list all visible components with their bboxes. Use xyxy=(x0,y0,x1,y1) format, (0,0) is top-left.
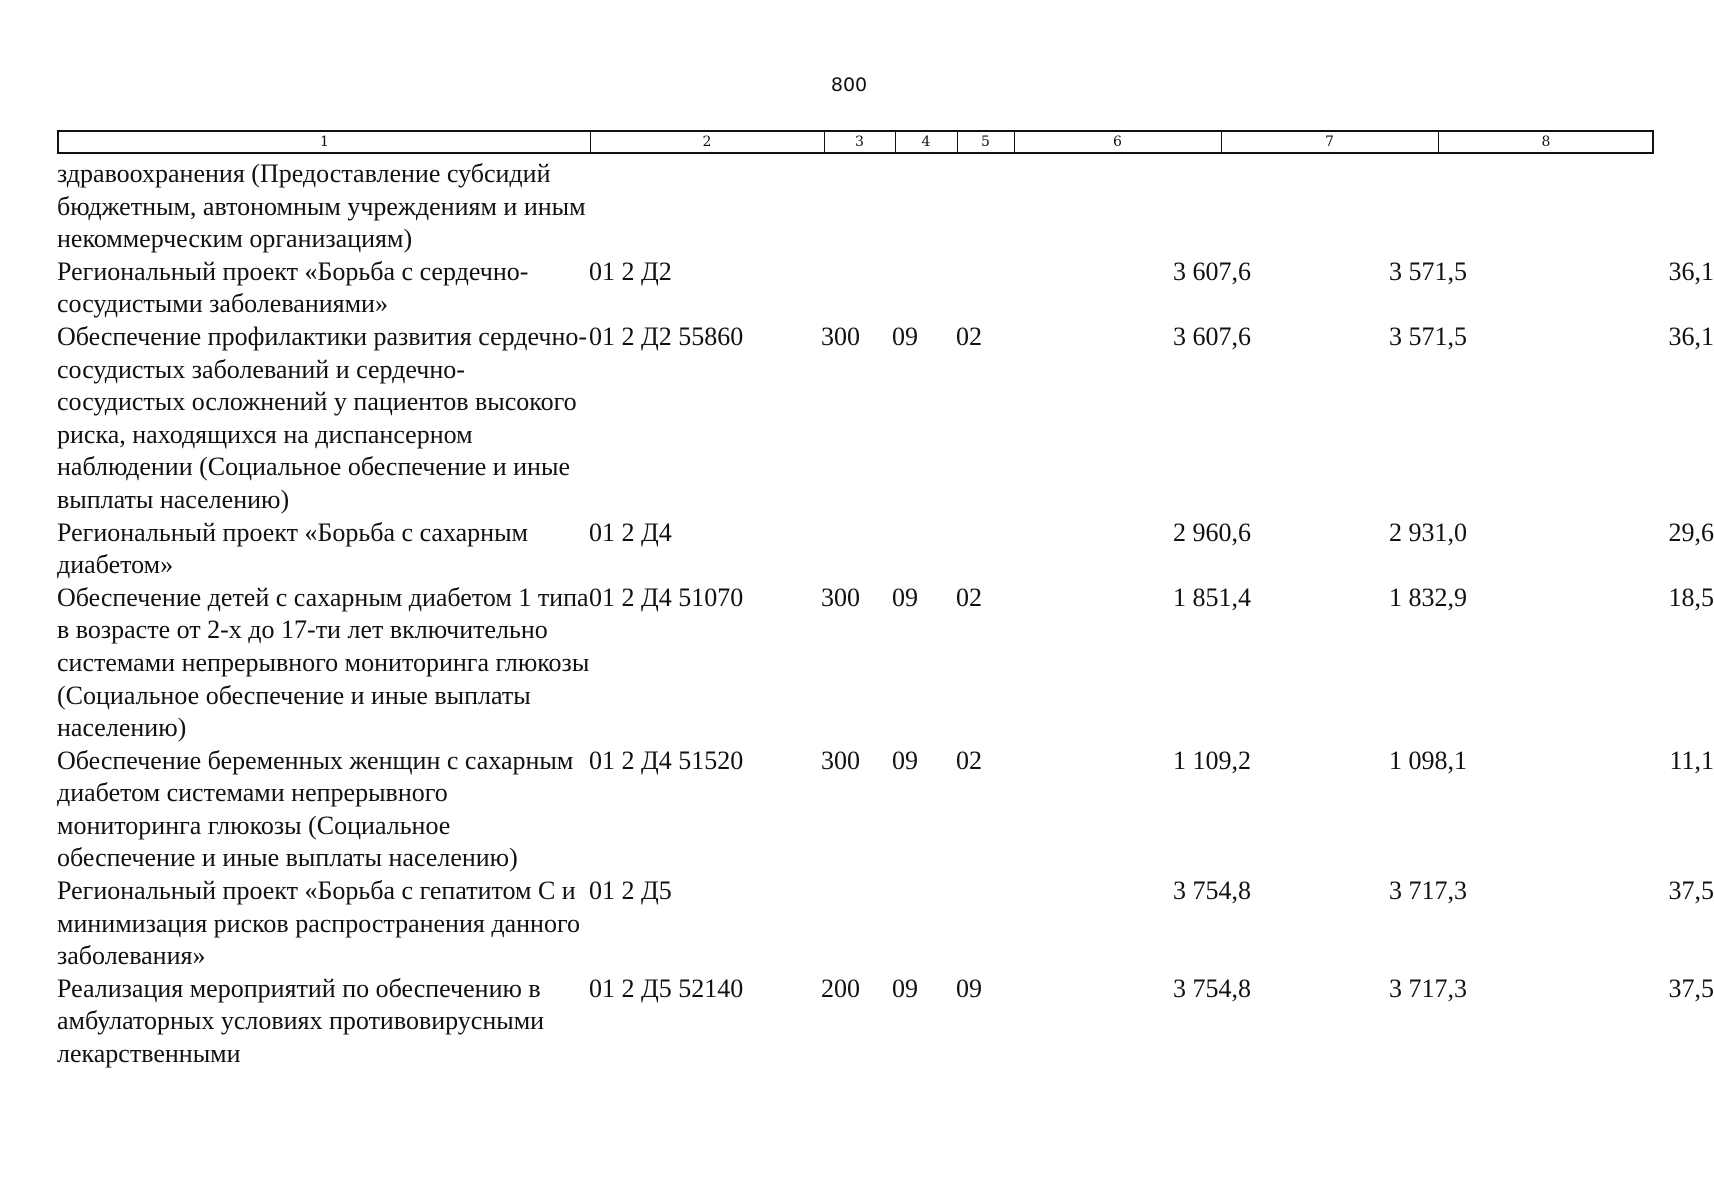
row-value-col7: 1 832,9 xyxy=(1389,582,1467,612)
row-col3: 300 xyxy=(821,582,860,612)
row-value-col6: 2 960,6 xyxy=(1173,517,1251,547)
row-value-col7: 3 717,3 xyxy=(1389,876,1467,906)
table-row xyxy=(57,582,1714,745)
table-row xyxy=(57,875,1714,973)
row-value-col8: 37,5 xyxy=(1668,973,1714,1003)
row-col3: 300 xyxy=(821,745,860,775)
row-code: 01 2 Д5 52140 xyxy=(589,973,744,1003)
row-value-col8: 18,5 xyxy=(1668,582,1714,612)
row-name: Региональный проект «Борьба с сахарным диабетом» xyxy=(57,517,528,580)
row-code: 01 2 Д2 xyxy=(589,256,672,286)
row-value-col8: 37,5 xyxy=(1668,876,1714,906)
row-value-col6: 3 754,8 xyxy=(1173,876,1251,906)
page-number: 800 xyxy=(830,74,868,96)
row-col3: 200 xyxy=(821,973,860,1003)
row-code: 01 2 Д4 51070 xyxy=(589,582,744,612)
row-code: 01 2 Д2 55860 xyxy=(589,321,744,351)
row-value-col6: 3 607,6 xyxy=(1173,321,1251,351)
row-name: здравоохранения (Предоставление субсидий бюджетным, автономным учреждениям и иным некоммерческим организациям) xyxy=(57,159,586,254)
row-col5: 09 xyxy=(956,973,982,1003)
row-value-col7: 3 571,5 xyxy=(1389,256,1467,286)
row-name: Реализация мероприятий по обеспечению в амбулаторных условиях противовирусными лекарственными xyxy=(57,973,545,1069)
table-row xyxy=(57,517,1714,582)
table-row xyxy=(57,973,1714,1071)
row-code: 01 2 Д4 xyxy=(589,517,672,547)
table-header xyxy=(57,130,1654,154)
row-col4: 09 xyxy=(892,321,918,351)
row-col3: 300 xyxy=(821,321,860,351)
row-value-col7: 1 098,1 xyxy=(1389,745,1467,775)
header-col-1: 1 xyxy=(320,134,329,150)
header-col-6: 6 xyxy=(1113,134,1122,150)
row-value-col6: 1 851,4 xyxy=(1173,582,1251,612)
row-col4: 09 xyxy=(892,973,918,1003)
row-value-col7: 3 717,3 xyxy=(1389,973,1467,1003)
row-col5: 02 xyxy=(956,745,982,775)
row-value-col8: 36,1 xyxy=(1668,321,1714,351)
row-value-col7: 2 931,0 xyxy=(1389,517,1467,547)
row-col5: 02 xyxy=(956,321,982,351)
row-code: 01 2 Д4 51520 xyxy=(589,745,744,775)
table-row xyxy=(57,256,1714,321)
row-name: Региональный проект «Борьба с сердечно-сосудистыми заболеваниями» xyxy=(57,256,529,319)
header-col-4: 4 xyxy=(921,134,931,150)
header-col-8: 8 xyxy=(1541,134,1551,150)
row-name: Региональный проект «Борьба с гепатитом С и минимизация рисков распространения данного заболевания» xyxy=(57,876,580,971)
table-row xyxy=(57,158,1657,256)
row-value-col8: 29,6 xyxy=(1668,517,1714,547)
row-col5: 02 xyxy=(956,582,982,612)
header-col-2: 2 xyxy=(702,134,712,150)
table-row xyxy=(57,321,1714,517)
row-value-col8: 36,1 xyxy=(1668,256,1714,286)
row-value-col6: 3 607,6 xyxy=(1173,256,1251,286)
row-value-col6: 3 754,8 xyxy=(1173,973,1251,1003)
row-col4: 09 xyxy=(892,582,918,612)
row-name: Обеспечение беременных женщин с сахарным диабетом системами непрерывного мониторинга глюкозы (Социальное обеспечение и иные выплаты населению) xyxy=(57,745,574,873)
header-col-3: 3 xyxy=(855,134,864,150)
row-name: Обеспечение профилактики развития сердечно-сосудистых заболеваний и сердечно-сосудистых осложнений у пациентов высокого риска, находящихся на диспансерном наблюдении (Социальное обеспечение и иные выплаты населению) xyxy=(57,321,588,514)
row-code: 01 2 Д5 xyxy=(589,876,672,906)
row-value-col8: 11,1 xyxy=(1669,745,1714,775)
table-body xyxy=(57,158,1714,1071)
row-value-col6: 1 109,2 xyxy=(1173,745,1251,775)
table-row xyxy=(57,745,1714,875)
row-name: Обеспечение детей с сахарным диабетом 1 типа в возрасте от 2-х до 17-ти лет включительно системами непрерывного мониторинга глюкозы (Социальное обеспечение и иные выплаты населению) xyxy=(57,582,590,743)
row-col4: 09 xyxy=(892,745,918,775)
header-col-7: 7 xyxy=(1325,134,1334,150)
header-col-5: 5 xyxy=(981,134,990,150)
row-value-col7: 3 571,5 xyxy=(1389,321,1467,351)
